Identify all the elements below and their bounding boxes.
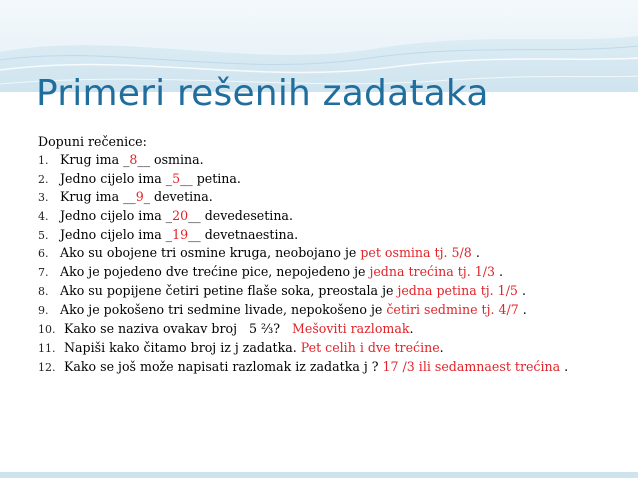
list-item: 8. Ako su popijene četiri petine flaše soka, preostala je jedna petina tj. 1/5 . [38, 282, 628, 301]
list-item: 1. Krug ima _8__ osmina. [38, 151, 628, 170]
item-number: 6. [38, 247, 49, 261]
slide-title: Primeri rešenih zadataka [36, 73, 489, 114]
list-item: 4. Jedno cijelo ima _20__ devedesetina. [38, 207, 628, 226]
item-number: 5. [38, 228, 49, 242]
list-item: 7. Ako je pojedeno dve trećine pice, nepojedeno je jedna trećina tj. 1/3 . [38, 263, 628, 282]
answer: 20 [172, 208, 189, 224]
answer: jedna petina tj. 1/5 [397, 282, 518, 298]
item-number: 11. [38, 342, 56, 356]
answer: četiri sedmine tj. 4/7 [386, 301, 519, 317]
answer: pet osmina tj. 5/8 [360, 245, 472, 261]
list-item: 9. Ako je pokošeno tri sedmine livade, nepokošeno je četiri sedmine tj. 4/7 . [38, 301, 628, 320]
item-number: 3. [38, 191, 49, 205]
answer: 9 [135, 189, 144, 205]
item-number: 8. [38, 284, 49, 298]
item-number: 2. [38, 172, 49, 186]
answer: Pet celih i dve trećine [300, 340, 440, 356]
answer: 5 [172, 170, 181, 186]
footer-band [0, 472, 638, 478]
item-number: 9. [38, 303, 49, 317]
item-number: 12. [38, 360, 56, 374]
intro-text: Dopuni rečenice: [38, 134, 147, 149]
list-item: 6. Ako su obojene tri osmine kruga, neobojano je pet osmina tj. 5/8 . [38, 244, 628, 263]
list-item: 11. Napiši kako čitamo broj iz j zadatka. Pet celih i dve trećine. [38, 339, 628, 358]
list-item: 5. Jedno cijelo ima _19__ devetnaestina. [38, 226, 628, 245]
answer: jedna trećina tj. 1/3 [369, 264, 495, 280]
list-item: 12. Kako se još može napisati razlomak iz zadatka j ? 17 /3 ili sedamnaest trećina . [38, 358, 628, 377]
item-number: 1. [38, 154, 49, 167]
list-item: 2. Jedno cijelo ima _5__ petina. [38, 170, 628, 189]
list-item: 3. Krug ima __9_ devetina. [38, 188, 628, 207]
answer: Mešoviti razlomak [292, 321, 410, 337]
answer: 19 [172, 226, 189, 242]
item-number: 4. [38, 210, 49, 224]
exercise-list [38, 132, 628, 377]
answer: 17 /3 ili sedamnaest trećina [382, 358, 561, 374]
answer: 8 [129, 152, 138, 167]
item-number: 7. [38, 266, 49, 280]
list-item: 10. Kako se naziva ovakav broj 5 ⅔? Mešoviti razlomak. [38, 319, 628, 339]
item-number: 10. [38, 323, 56, 337]
